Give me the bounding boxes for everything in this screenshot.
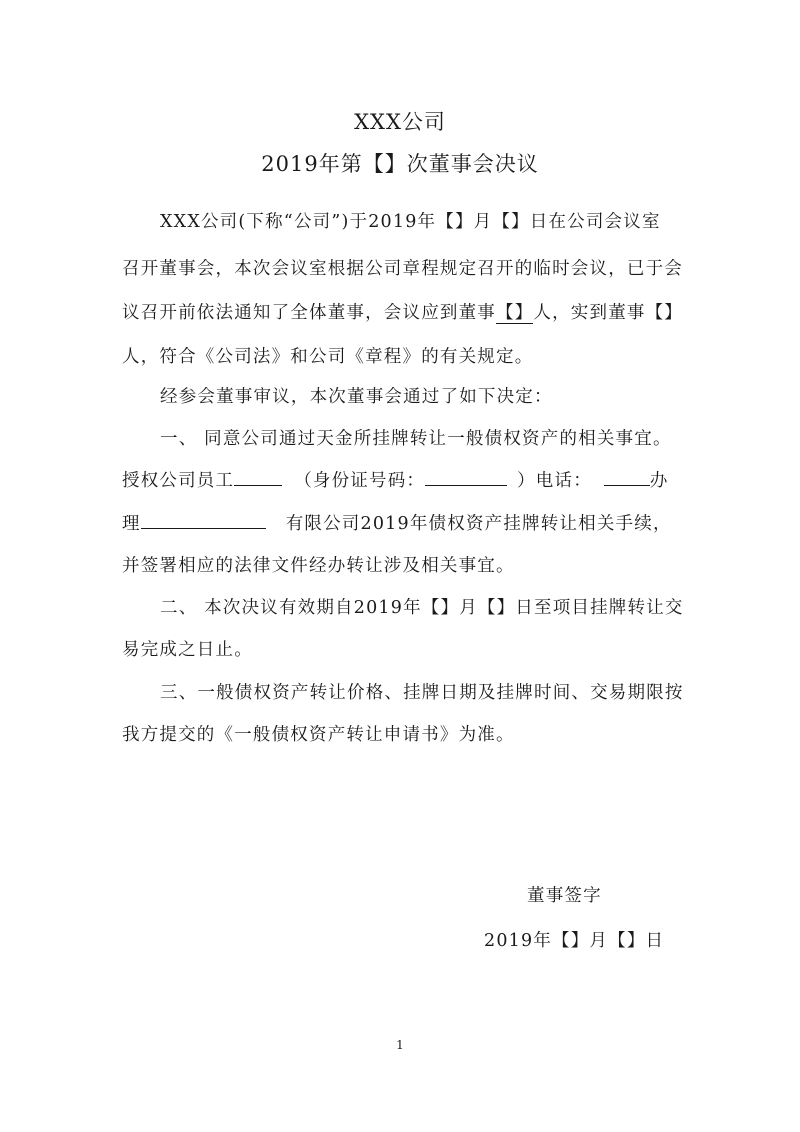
item-1-line-2 xyxy=(122,467,682,492)
id-number-blank[interactable] xyxy=(425,469,507,486)
phone-blank[interactable] xyxy=(604,469,650,486)
intro-line-3 xyxy=(122,299,682,324)
item-3-line-2: 我方提交的《一般债权资产转让申请书》为准。 xyxy=(122,725,515,745)
employee-name-blank[interactable] xyxy=(234,469,282,486)
phone-label: ）电话： xyxy=(517,471,592,491)
page-number: 1 xyxy=(396,1038,404,1052)
item-2-line-2: 易完成之日止。 xyxy=(122,640,253,660)
item-3-line-1: 三、一般债权资产转让价格、挂牌日期及挂牌时间、交易期限按 xyxy=(160,683,684,703)
attendees-expected-blank: 【】 xyxy=(496,303,534,323)
item-2-line-1: 二、 本次决议有效期自2019年【】月【】日至项目挂牌转让交 xyxy=(160,598,684,618)
handle-text-2: 理 xyxy=(122,514,141,534)
intro-line-3-text: 议召开前依法通知了全体董事，会议应到董事 xyxy=(122,303,496,323)
intro-line-2: 召开董事会，本次会议室根据公司章程规定召开的临时会议，已于会 xyxy=(122,259,683,279)
item-1-line-4: 并签署相应的法律文件经办转让涉及相关事宜。 xyxy=(122,556,515,576)
signature-label: 董事签字 xyxy=(527,886,602,906)
item-1-line-1: 一、 同意公司通过天金所挂牌转让一般债权资产的相关事宜。 xyxy=(160,429,672,449)
company-name-blank[interactable] xyxy=(141,512,266,529)
item-1-line-3-text: 有限公司2019年债权资产挂牌转让相关手续， xyxy=(285,514,672,534)
decided-line: 经参会董事审议，本次董事会通过了如下决定： xyxy=(160,387,553,407)
intro-line-4: 人，符合《公司法》和公司《章程》的有关规定。 xyxy=(122,347,534,367)
company-name: XXX公司 xyxy=(354,110,446,134)
item-1-line-3 xyxy=(122,510,682,535)
signature-date: 2019年【】月【】日 xyxy=(484,931,665,951)
intro-line-3-tail: 人，实到董事【】 xyxy=(533,303,684,323)
intro-line-1: XXX公司(下称“公司”)于2019年【】月【】日在公司会议室 xyxy=(160,212,661,232)
resolution-title: 2019年第【】次董事会决议 xyxy=(261,152,539,176)
handle-text: 办 xyxy=(649,471,669,491)
authorize-employee-label: 授权公司员工 xyxy=(122,471,235,491)
id-number-label: （身份证号码： xyxy=(294,471,426,491)
